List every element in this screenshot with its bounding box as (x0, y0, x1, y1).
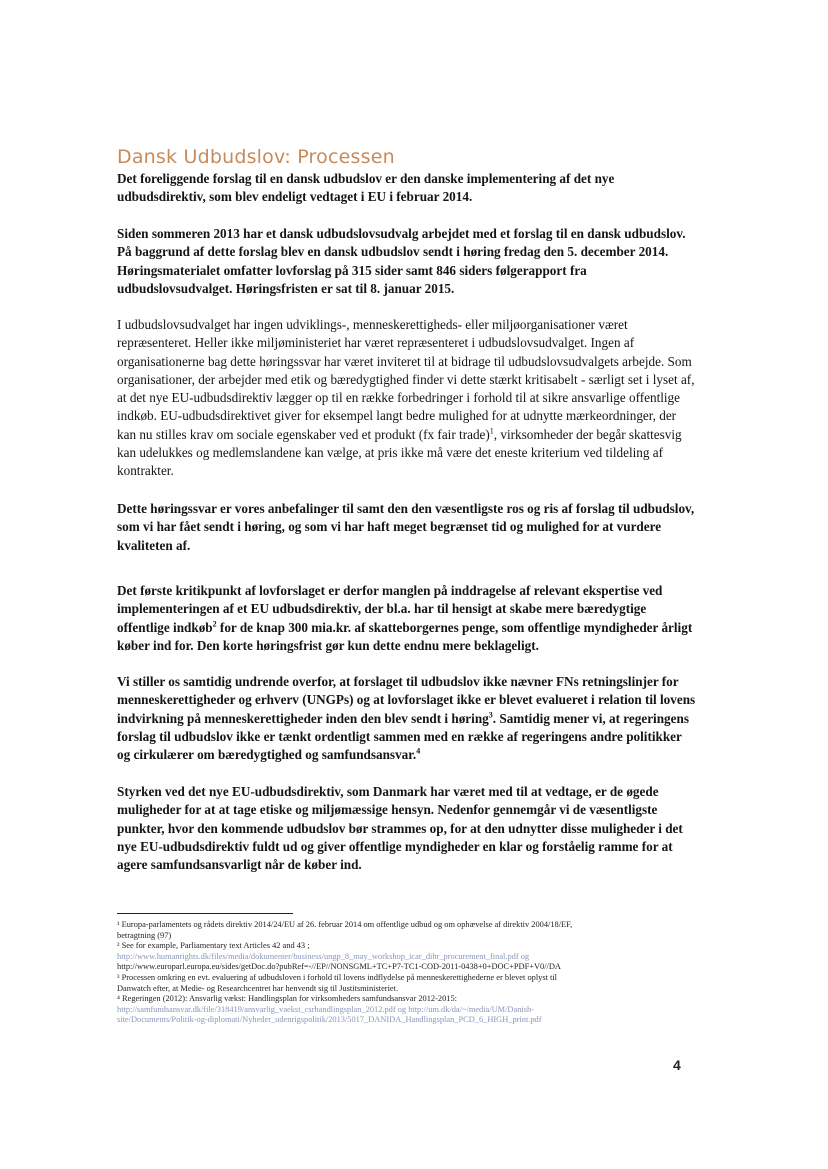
paragraph-committee-tail: , virksomheder der begår skattesvig kan udelukkes og medlemslandene kan vælge, at pris ikke må være det eneste kriterium ved tildeling af kontrakter. (117, 426, 682, 479)
footnote-3-cont: Danwatch efter, at Medie- og Researchcentret har henvendt sig til Justitsministeriet. (117, 983, 399, 993)
footnote-ref-4: 4 (416, 746, 421, 756)
footnote-1-cont: betragtning (97) (117, 930, 172, 940)
footnote-4-link-2[interactable]: site/Documents/Politik-og-diplomati/Nyheder_udenrigspolitik/2013/5017_DANIDA_Handlingsplan_PCD_6_HIGH_print.pdf (117, 1015, 542, 1025)
section-heading: Dansk Udbudslov: Processen (117, 146, 395, 168)
paragraph-committee (117, 316, 697, 481)
footnote-ref-1: 1 (489, 426, 494, 436)
footnote-separator (117, 913, 293, 914)
page-number: 4 (673, 1057, 681, 1073)
footnote-2-link-2[interactable]: http://www.europarl.europa.eu/sides/getDoc.do?pubRef=-//EP//NONSGML+TC+P7-TC1-COD-2011-0438+0+DOC+PDF+V0//DA (117, 962, 561, 972)
paragraph-first-criticism-tail: for de knap 300 mia.kr. af skatteborgernes penge, som offentlige myndigheder årligt køber ind for. Den korte høringsfrist gør kun dette endnu mere beklageligt. (117, 619, 693, 653)
footnote-ref-2: 2 (212, 619, 217, 629)
paragraph-intro: Det foreliggende forslag til en dansk udbudslov er den danske implementering af det nye udbudsdirektiv, som blev endeligt vedtaget i EU i februar 2014. (117, 171, 615, 205)
paragraph-first-criticism-text: Det første kritikpunkt af lovforslaget er derfor manglen på inddragelse af relevant ekspertise ved implementeringen af et EU udbudsdirektiv, der bl.a. har til hensigt at skabe mere bæredygtige offentlige indkøb (117, 583, 663, 635)
paragraph-committee-text: I udbudslovsudvalget har ingen udviklings-, menneskerettigheds- eller miljøorganisationer været repræsenteret. Heller ikke miljøministeriet har været repræsenteret i udbudslovsudvalget. Ingen af organisationerne bag dette høringssvar har været inviteret til at bidrage til udbudslovsudvalgets arbejde. Som organisationer, der arbejder med etik og bæredygtighed finder vi dette stærkt kritisabelt - særligt set i lyset af, at det nye EU-udbudsdirektiv lægger op til en række forbedringer i forhold til at sikre ansvarlige offentlige indkøb. EU-udbudsdirektivet giver for eksempel langt bedre mulighed for at udnytte mærkeordninger, der kan nu stilles krav om sociale egenskaber ved et produkt (fx fair trade) (117, 317, 695, 442)
paragraph-ungps-text: Vi stiller os samtidig undrende overfor, at forslaget til udbudslov ikke nævner FNs retningslinjer for menneskerettigheder og erhverv (UNGPs) og at lovforslaget ikke er blevet evalueret i relation til lovens indvirkning på menneskerettigheder inden den blev sendt i høring (117, 674, 696, 726)
paragraph-first-criticism (117, 582, 697, 655)
footnote-2: ² See for example, Parliamentary text Articles 42 and 43 ; (117, 941, 310, 951)
footnote-4-link-1[interactable]: http://samfundsansvar.dk/file/318419/ansvarlig_vaekst_csrhandlingsplan_2012.pdf og http://um.dk/da/~/media/UM/Danish- (117, 1004, 534, 1014)
footnote-ref-3: 3 (488, 710, 493, 720)
paragraph-ungps (117, 673, 697, 764)
footnotes (117, 920, 697, 1026)
paragraph-ungps-tail: . Samtidig mener vi, at regeringens forslag til udbudslov ikke er tænkt ordentligt sammen med en række af regeringens andre politikker og cirkulærer om bæredygtighed og samfundsansvar. (117, 710, 689, 763)
footnote-2-link-1[interactable]: http://www.humanrights.dk/files/media/dokumenter/business/ungp_8_may_workshop_icar_dihr_procurement_final.pdf og (117, 951, 530, 961)
footnote-3: ³ Processen omkring en evt. evaluering af udbudsloven i forhold til lovens indflydelse på menneskerettighederne er blevet oplyst til (117, 972, 557, 982)
paragraph-strength: Styrken ved det nye EU-udbudsdirektiv, som Danmark har været med til at vedtage, er de øgede muligheder for at at tage etiske og miljømæssige hensyn. Nedenfor gennemgår vi de væsentligste punkter, hvor den kommende udbudslov bør strammes op, for at den udnytter disse muligheder i det nye EU-udbudsdirektiv fuldt ud og giver offentlige myndigheder en klar og forståelig ramme for at agere samfundsansvarligt når de køber ind. (117, 784, 683, 873)
paragraph-process: Siden sommeren 2013 har et dansk udbudslovsudvalg arbejdet med et forslag til en dansk udbudslov. På baggrund af dette forslag blev en dansk udbudslov sendt i høring fredag den 5. december 2014. Høringsmaterialet omfatter lovforslag på 315 sider samt 846 siders følgerapport fra udbudslovsudvalget. Høringsfristen er sat til 8. januar 2015. (117, 226, 686, 296)
paragraph-hearing-response: Dette høringssvar er vores anbefalinger til samt den den væsentligste ros og ris af forslag til udbudslov, som vi har fået sendt i høring, og som vi har haft meget begrænset tid og mulighed for at vurdere kvaliteten af. (117, 501, 695, 553)
footnote-4: ⁴ Regeringen (2012): Ansvarlig vækst: Handlingsplan for virksomheders samfundsansvar 2012-2015: (117, 994, 457, 1004)
footnote-1: ¹ Europa-parlamentets og rådets direktiv 2014/24/EU af 26. februar 2014 om offentlige udbud og om ophævelse af direktiv 2004/18/EF, (117, 920, 573, 929)
